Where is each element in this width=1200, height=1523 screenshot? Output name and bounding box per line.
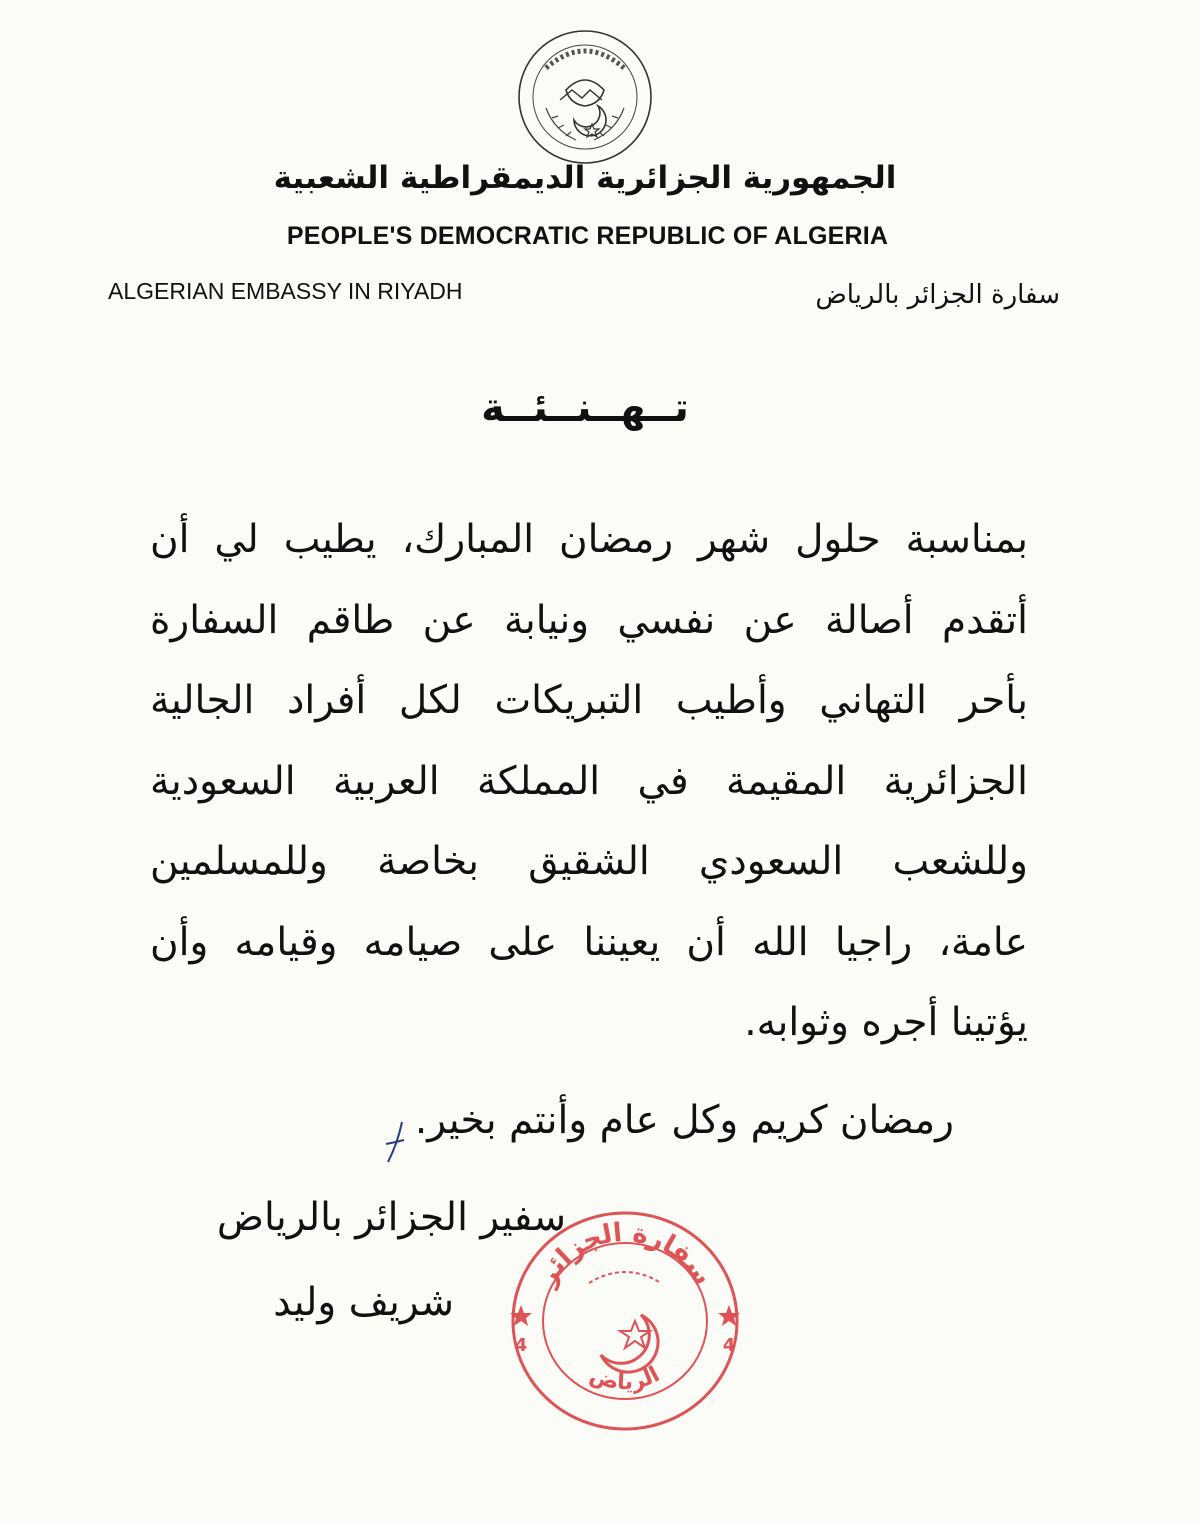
body-line: أتقدم أصالة عن نفسي ونيابة عن طاقم السفارة <box>150 597 1028 643</box>
algeria-emblem-icon <box>516 28 654 166</box>
stamp-numeral-right: 4 <box>722 1335 736 1356</box>
body-line: بأحر التهاني وأطيب التبريكات لكل أفراد الجالية <box>150 678 1028 723</box>
stamp-numeral-left: 4 <box>514 1335 528 1356</box>
ambassador-title: سفير الجزائر بالرياض <box>216 1195 566 1240</box>
ambassador-name: شريف وليد <box>273 1280 454 1325</box>
body-line: يؤتينا أجره وثوابه. <box>744 1000 1028 1045</box>
closing-greeting: رمضان كريم وكل عام وأنتم بخير. <box>414 1098 954 1143</box>
embassy-name-arabic: سفارة الجزائر بالرياض <box>815 280 1060 310</box>
body-line: عامة، راجيا الله أن يعيننا على صيامه وقيامه وأن <box>150 919 1028 965</box>
embassy-name-english: ALGERIAN EMBASSY IN RIYADH <box>108 278 463 304</box>
body-line: الجزائرية المقيمة في المملكة العربية السعودية <box>150 758 1028 804</box>
letter-title: تــهــنــئــة <box>481 385 689 431</box>
pen-mark-icon <box>380 1118 410 1166</box>
letter-body <box>150 500 1028 1064</box>
republic-name-english: PEOPLE'S DEMOCRATIC REPUBLIC OF ALGERIA <box>286 222 889 250</box>
embassy-stamp-icon <box>505 1205 745 1437</box>
stamp-bottom-text: الرياض <box>586 1362 664 1396</box>
stamp-top-text: سفارة الجزائر <box>532 1217 718 1291</box>
body-line: بمناسبة حلول شهر رمضان المبارك، يطيب لي أن <box>150 517 1028 562</box>
republic-name-arabic: الجمهورية الجزائرية الديمقراطية الشعبية <box>273 160 897 196</box>
body-line: وللشعب السعودي الشقيق بخاصة وللمسلمين <box>150 839 1028 884</box>
